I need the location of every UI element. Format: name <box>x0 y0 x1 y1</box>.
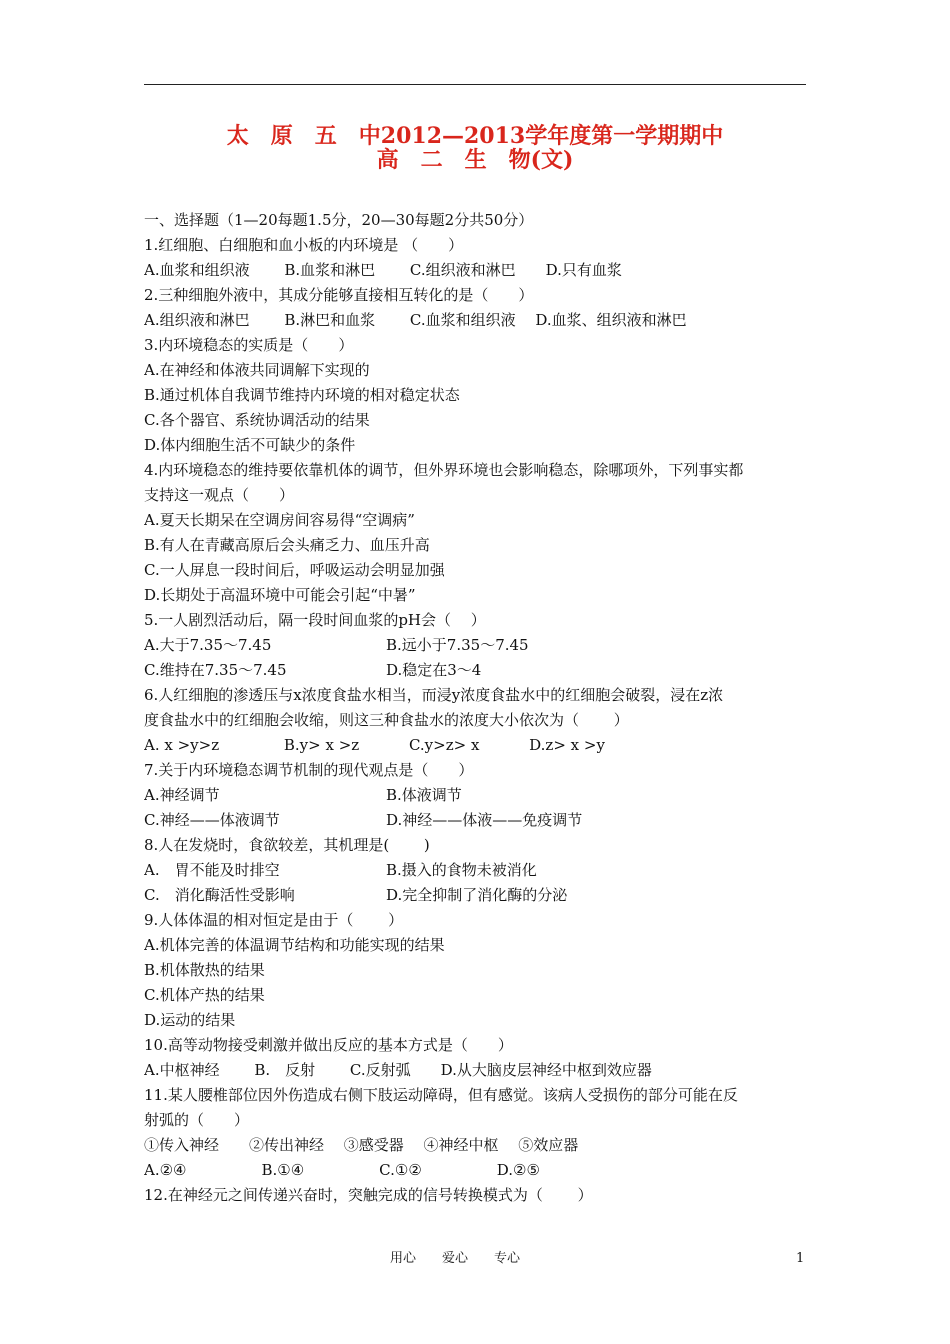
text-line <box>144 658 816 683</box>
text-line: A. x >y>z B.y> x >z C.y>z> x D.z> x >y <box>144 736 605 754</box>
text-line: A.②④ B.①④ C.①② D.②⑤ <box>144 1161 540 1179</box>
text-line: 支持这一观点（ ） <box>144 486 295 504</box>
page-footer <box>0 1249 950 1269</box>
option-text: C.神经——体液调节 <box>144 811 280 829</box>
text-line <box>144 633 816 658</box>
option-text: B.体液调节 <box>386 786 462 804</box>
option-text: B.远小于7.35～7.45 <box>386 636 529 654</box>
text-line: A.夏天长期呆在空调房间容易得“空调病” <box>144 511 415 529</box>
option-text: A. 胃不能及时排空 <box>144 861 280 879</box>
text-line <box>144 883 816 908</box>
text-line: 7.关于内环境稳态调节机制的现代观点是（ ） <box>144 761 474 779</box>
text-line <box>144 858 816 883</box>
text-line: D.长期处于高温环境中可能会引起“中暑” <box>144 586 416 604</box>
text-line: 3.内环境稳态的实质是（ ） <box>144 336 354 354</box>
text-line: 8.人在发烧时，食欲较差，其机理是( ) <box>144 836 430 854</box>
text-line: C.各个器官、系统协调活动的结果 <box>144 411 370 429</box>
text-line: 5.一人剧烈活动后，隔一段时间血浆的pH会（ ） <box>144 611 486 629</box>
option-text: D.神经——体液——免疫调节 <box>386 811 583 829</box>
text-line: 6.人红细胞的渗透压与x浓度食盐水相当，而浸y浓度食盐水中的红细胞会破裂，浸在z浓 <box>144 686 724 704</box>
text-line: 2.三种细胞外液中，其成分能够直接相互转化的是（ ） <box>144 286 534 304</box>
option-text: C.维持在7.35～7.45 <box>144 661 287 679</box>
text-line: A.中枢神经 B. 反射 C.反射弧 D.从大脑皮层神经中枢到效应器 <box>144 1061 652 1079</box>
option-text: D.完全抑制了消化酶的分泌 <box>386 886 568 904</box>
text-line: B.通过机体自我调节维持内环境的相对稳定状态 <box>144 386 460 404</box>
text-line <box>144 808 816 833</box>
text-line: 12.在神经元之间传递兴奋时，突触完成的信号转换模式为（ ） <box>144 1186 593 1204</box>
text-line: B.有人在青藏高原后会头痛乏力、血压升高 <box>144 536 430 554</box>
question-body <box>144 208 816 1208</box>
text-line: 11.某人腰椎部位因外伤造成右侧下肢运动障碍，但有感觉。该病人受损伤的部分可能在反 <box>144 1086 738 1104</box>
exam-subtitle: 高 二 生 物(文) <box>376 147 574 173</box>
text-line: D.体内细胞生活不可缺少的条件 <box>144 436 356 454</box>
text-line: 一、选择题（1—20每题1.5分，20—30每题2分共50分） <box>144 211 534 229</box>
option-text: B.摄入的食物未被消化 <box>386 861 537 879</box>
text-line: A.组织液和淋巴 B.淋巴和血浆 C.血浆和组织液 D.血浆、组织液和淋巴 <box>144 311 687 329</box>
option-text: A.大于7.35～7.45 <box>144 636 272 654</box>
text-line: A.在神经和体液共同调解下实现的 <box>144 361 370 379</box>
option-text: A.神经调节 <box>144 786 220 804</box>
footer-motto: 用心 爱心 专心 <box>390 1251 521 1266</box>
text-line: 10.高等动物接受刺激并做出反应的基本方式是（ ） <box>144 1036 513 1054</box>
text-line: 1.红细胞、白细胞和血小板的内环境是 （ ） <box>144 236 464 254</box>
text-line: D.运动的结果 <box>144 1011 236 1029</box>
text-line: C.一人屏息一段时间后，呼吸运动会明显加强 <box>144 561 445 579</box>
header-rule <box>144 84 806 85</box>
option-text: D.稳定在3～4 <box>386 661 482 679</box>
text-line: ①传入神经 ②传出神经 ③感受器 ④神经中枢 ⑤效应器 <box>144 1136 579 1154</box>
text-line <box>144 783 816 808</box>
page-number: 1 <box>796 1251 805 1266</box>
text-line: 4.内环境稳态的维持要依靠机体的调节，但外界环境也会影响稳态，除哪项外，下列事实都 <box>144 461 744 479</box>
exam-title: 太 原 五 中2012—2013学年度第一学期期中 <box>226 123 724 149</box>
text-line: 9.人体体温的相对恒定是由于（ ） <box>144 911 404 929</box>
text-line: C.机体产热的结果 <box>144 986 265 1004</box>
text-line: B.机体散热的结果 <box>144 961 265 979</box>
text-line: A.血浆和组织液 B.血浆和淋巴 C.组织液和淋巴 D.只有血浆 <box>144 261 622 279</box>
text-line: A.机体完善的体温调节结构和功能实现的结果 <box>144 936 445 954</box>
text-line: 度食盐水中的红细胞会收缩，则这三种食盐水的浓度大小依次为（ ） <box>144 711 629 729</box>
text-line: 射弧的（ ） <box>144 1111 250 1129</box>
option-text: C. 消化酶活性受影响 <box>144 886 295 904</box>
